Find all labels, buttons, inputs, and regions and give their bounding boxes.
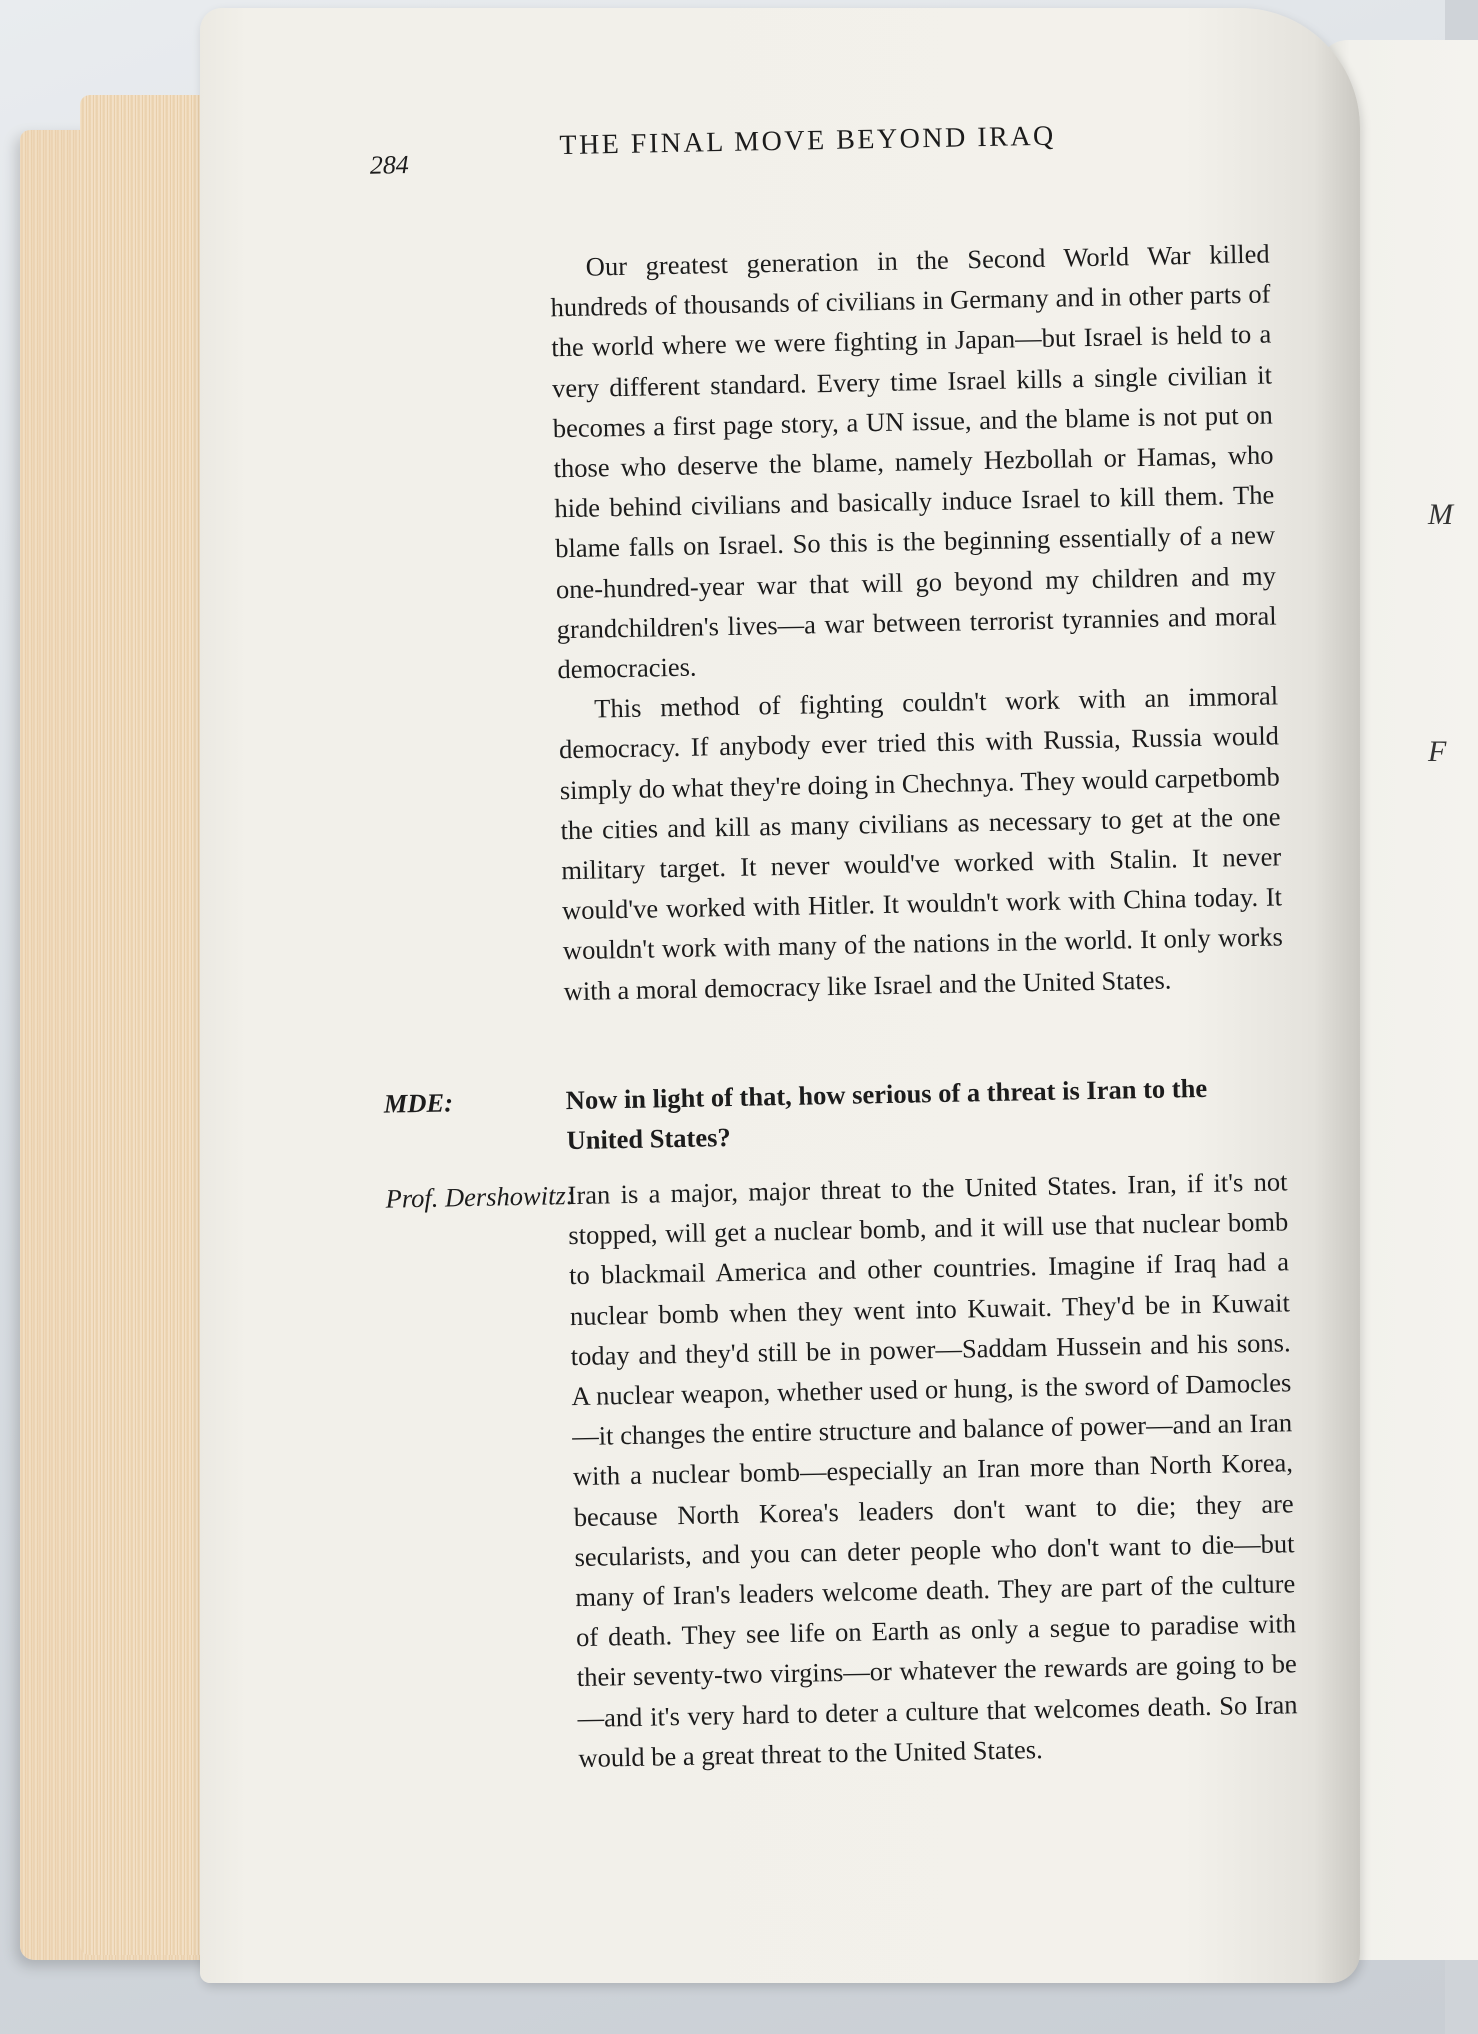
page-number: 284 — [369, 150, 410, 180]
book-page — [200, 8, 1360, 1983]
continuation-text — [549, 234, 1284, 1012]
speaker-label: Prof. Dershowitz: — [385, 1180, 575, 1214]
speaker-label: MDE: — [383, 1087, 454, 1119]
paragraph: This method of fighting couldn't work with an immoral democracy. If anybody ever tried this with Russia, Russia would simply do what they're doing in Chechnya. They would carpetbomb the cities and kill as many civilians as necessary to get at the one military target. It never would've worked with Stalin. It never would've worked with Hitler. It wouldn't work with China today. It wouldn't work with many of the nations in the world. It only works with a moral democracy like Israel and the United States. — [558, 680, 1284, 1006]
dialogue-entry-question — [383, 1066, 1283, 1156]
answer-text: Iran is a major, major threat to the United States. Iran, if it's not stopped, will get a nuclear bomb, and it will use that nuclear bomb to blackmail America and other countries. Imagine if Iraq had a nuclear bomb when they went into Kuwait. They'd be in Kuwait today and they'd still be in power—Saddam Hussein and his sons. A nuclear weapon, whether used or hung, is the sword of Damocles—it changes the entire structure and balance of power—and an Iran with a nuclear bomb—especially an Iran more than North Korea, because North Korea's leaders don't want to die; they are secularists, and you can deter people who don't want to die—but many of Iran's leaders welcome death. They are part of the culture of death. They see life on Earth as only a segue to paradise with their seventy-two virgins—or whatever the rewards are going to be—and it's very hard to deter a culture that welcomes death. So Iran would be a great threat to the United States. — [567, 1166, 1298, 1773]
dialogue-entry-answer — [385, 1161, 1298, 1773]
opposite-page-fragment-1: M — [1428, 498, 1453, 531]
question-text: Now in light of that, how serious of a threat is Iran to the United States? — [565, 1072, 1208, 1156]
paragraph: Our greatest generation in the Second World War killed hundreds of thousands of civilians in Germany and in other parts of the world where we were fighting in Japan—but Israel is held to a very different standard. Every time Israel kills a single civilian it becomes a first page story, a UN issue, and the blame is not put on those who deserve the blame, namely Hezbollah or Hamas, who hide behind civilians and basically induce Israel to kill them. The blame falls on Israel. So this is the beginning essentially of a new one-hundred-year war that will go beyond my children and my grandchildren's lives—a war between terrorist tyrannies and moral democracies. — [550, 238, 1277, 685]
running-head: THE FINAL MOVE BEYOND IRAQ — [559, 120, 1057, 162]
page-content — [185, 0, 1383, 1994]
opposite-page-fragment-2: F — [1428, 735, 1447, 768]
